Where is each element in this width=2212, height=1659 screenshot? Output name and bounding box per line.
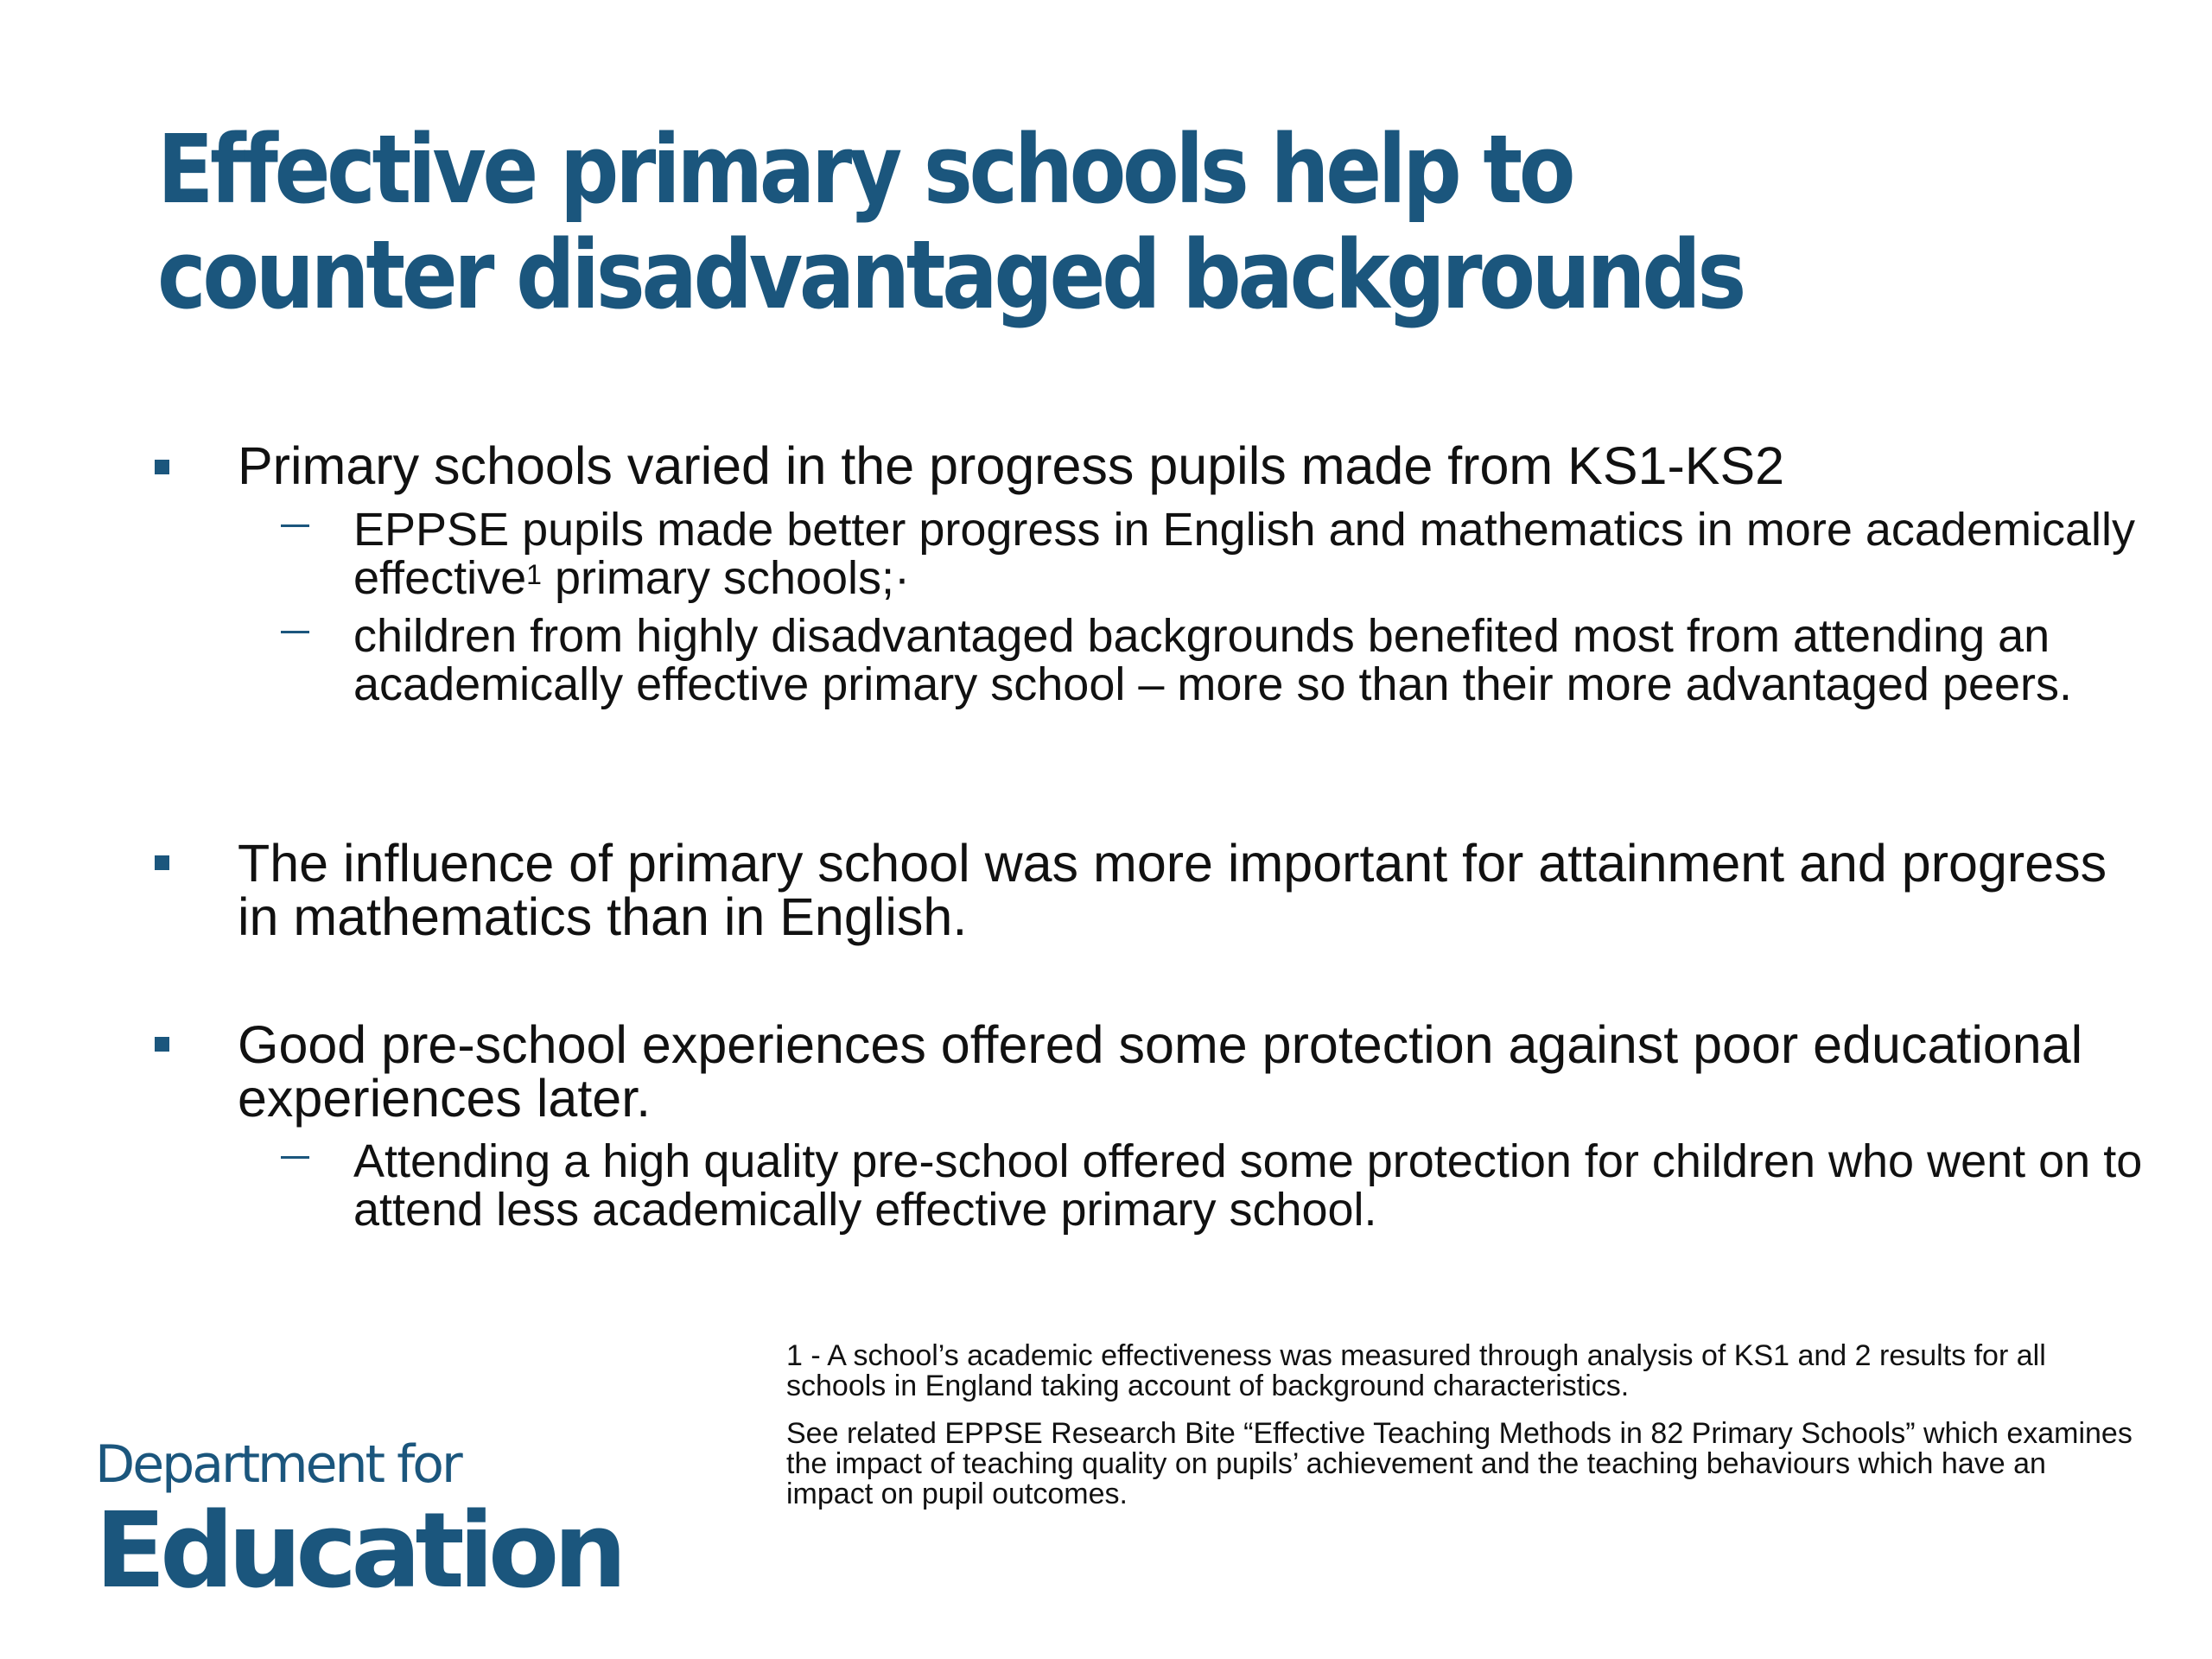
sub-bullet-text-after: primary schools;· — [541, 552, 911, 604]
sub-bullet-text: Attending a high quality pre-school offered some protection for children who went on to attend less academically effective primary school. — [353, 1135, 2143, 1236]
department-for-education-logo — [95, 1434, 621, 1611]
footnote-1: 1 - A school’s academic effectiveness was measured through analysis of KS1 and 2 results for all schools in England taking account of background characteristics. — [786, 1339, 2046, 1402]
square-bullet-icon — [155, 460, 169, 474]
bullet-text: Good pre-school experiences offered some protection against poor educational experiences later. — [238, 1015, 2083, 1128]
dash-bullet-icon — [281, 524, 309, 527]
bullet-text: Primary schools varied in the progress pupils made from KS1-KS2 — [238, 436, 1785, 495]
footnote-related: See related EPPSE Research Bite “Effective Teaching Methods in 82 Primary Schools” which examines the impact of teaching quality on pupils’ achievement and the teaching behaviours which have an impact on pupil outcomes. — [786, 1417, 2133, 1510]
square-bullet-icon — [155, 855, 169, 870]
bullet-text: The influence of primary school was more important for attainment and progress in mathematics than in English. — [238, 834, 2107, 946]
dash-bullet-icon — [281, 1156, 309, 1159]
square-bullet-icon — [155, 1037, 169, 1052]
sub-bullet-text: children from highly disadvantaged backgrounds benefited most from attending an academically effective primary school – more so than their more advantaged peers. — [353, 610, 2073, 710]
sub-bullet-text — [353, 505, 2168, 602]
sub-bullet-text-before: EPPSE pupils made better progress in English and mathematics in more academically effective — [353, 504, 2135, 604]
dash-bullet-icon — [281, 631, 309, 633]
logo-line-department: Department for — [95, 1434, 461, 1495]
slide-title: Effective primary schools help to counter disadvantaged backgrounds — [157, 114, 1743, 330]
footnote-marker: 1 — [526, 559, 542, 590]
logo-line-education: Education — [95, 1491, 621, 1611]
